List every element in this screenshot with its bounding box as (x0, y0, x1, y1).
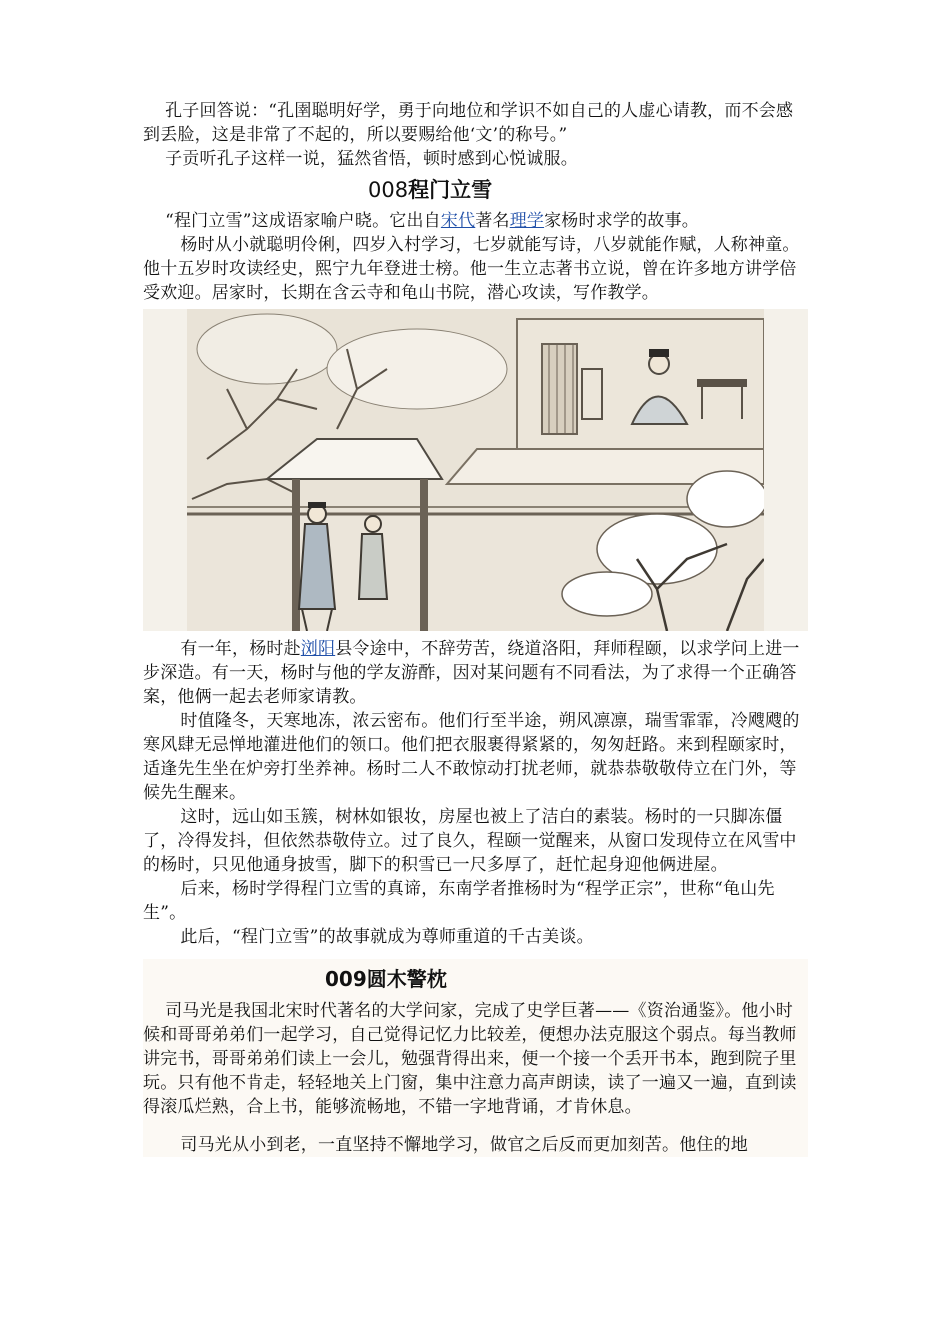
section-008-heading (143, 171, 808, 209)
section-009-heading: 009圆木警枕 (143, 959, 808, 999)
spacer (143, 1119, 808, 1133)
section-008-paragraph-6: 后来，杨时学得程门立雪的真谛，东南学者推杨时为“程学正宗”，世称“龟山先生”。 (143, 879, 775, 923)
section-008-number: 008 (368, 178, 409, 202)
link-liuyang[interactable]: 浏阳 (300, 639, 336, 659)
section-008-paragraph-7: 此后，“程门立雪”的故事就成为尊师重道的千古美谈。 (180, 927, 594, 947)
page-content (143, 99, 808, 1157)
text-run: 县令途中，不辞劳苦，绕道洛阳，拜师程颐，以求学问上进一步深造。有一天，杨时与他的学友游酢，因对某问题有不同看法，为了求得一个正确答案，他俩一起去老师家请教。 (143, 639, 800, 707)
section-008-paragraph-4: 时值隆冬，天寒地冻，浓云密布。他们行至半途，朔风凛凛，瑞雪霏霏，冷飕飕的寒风肆无忌惮地灌进他们的领口。他们把衣服裹得紧紧的，匆匆赶路。来到程颐家时，适逢先生坐在炉旁打坐养神。杨时二人不敢惊动打扰老师，就恭恭敬敬侍立在门外，等候先生醒来。 (143, 711, 800, 803)
intro-paragraph-2: 子贡听孔子这样一说，猛然省悟，顿时感到心悦诚服。 (165, 149, 578, 169)
section-008-paragraph-1 (143, 209, 808, 233)
illustration-cheng-men-li-xue (143, 309, 808, 631)
section-008-paragraph-5: 这时，远山如玉簇，树林如银妆，房屋也被上了洁白的素装。杨时的一只脚冻僵了，冷得发抖，但依然恭敬侍立。过了良久，程颐一觉醒来，从窗口发现侍立在风雪中的杨时，只见他通身披雪，脚下的积雪已一尺多厚了，赶忙起身迎他俩进屋。 (143, 807, 797, 875)
section-009-paragraph-2: 司马光从小到老，一直坚持不懈地学习，做官之后反而更加刻苦。他住的地 (143, 1133, 808, 1157)
text-run: 家杨时求学的故事。 (544, 211, 699, 231)
section-008-paragraph-3 (143, 637, 808, 709)
section-009-paragraph-1: 司马光是我国北宋时代著名的大学问家，完成了史学巨著——《资治通鉴》。他小时候和哥哥弟弟们一起学习，自己觉得记忆力比较差，便想办法克服这个弱点。每当教师讲完书，哥哥弟弟们读上一会儿，勉强背得出来，便一个接一个丢开书本，跑到院子里玩。只有他不肯走，轻轻地关上门窗，集中注意力高声朗读，读了一遍又一遍，直到读得滚瓜烂熟，合上书，能够流畅地，不错一字地背诵，才肯休息。 (143, 999, 808, 1119)
text-run: “程门立雪”这成语家喻户晓。它出自 (165, 211, 441, 231)
text-run: 著名 (475, 211, 510, 231)
section-008-paragraph-2: 杨时从小就聪明伶俐，四岁入村学习，七岁就能写诗，八岁就能作赋，人称神童。他十五岁时攻读经史，熙宁九年登进士榜。他一生立志著书立说，曾在许多地方讲学倍受欢迎。居家时，长期在含云寺和龟山书院，潜心攻读，写作教学。 (143, 235, 800, 303)
link-song-dynasty[interactable]: 宋代 (440, 211, 476, 231)
intro-paragraph-1: 孔子回答说：“孔圉聪明好学，勇于向地位和学识不如自己的人虚心请教，而不会感到丢脸，这是非常了不起的，所以要赐给他‘文’的称号。” (143, 101, 794, 145)
link-neo-confucianism[interactable]: 理学 (509, 211, 545, 231)
section-008-title: 程门立雪 (408, 178, 493, 202)
illustration-painting (187, 309, 764, 631)
text-run: 有一年，杨时赴 (180, 639, 301, 659)
